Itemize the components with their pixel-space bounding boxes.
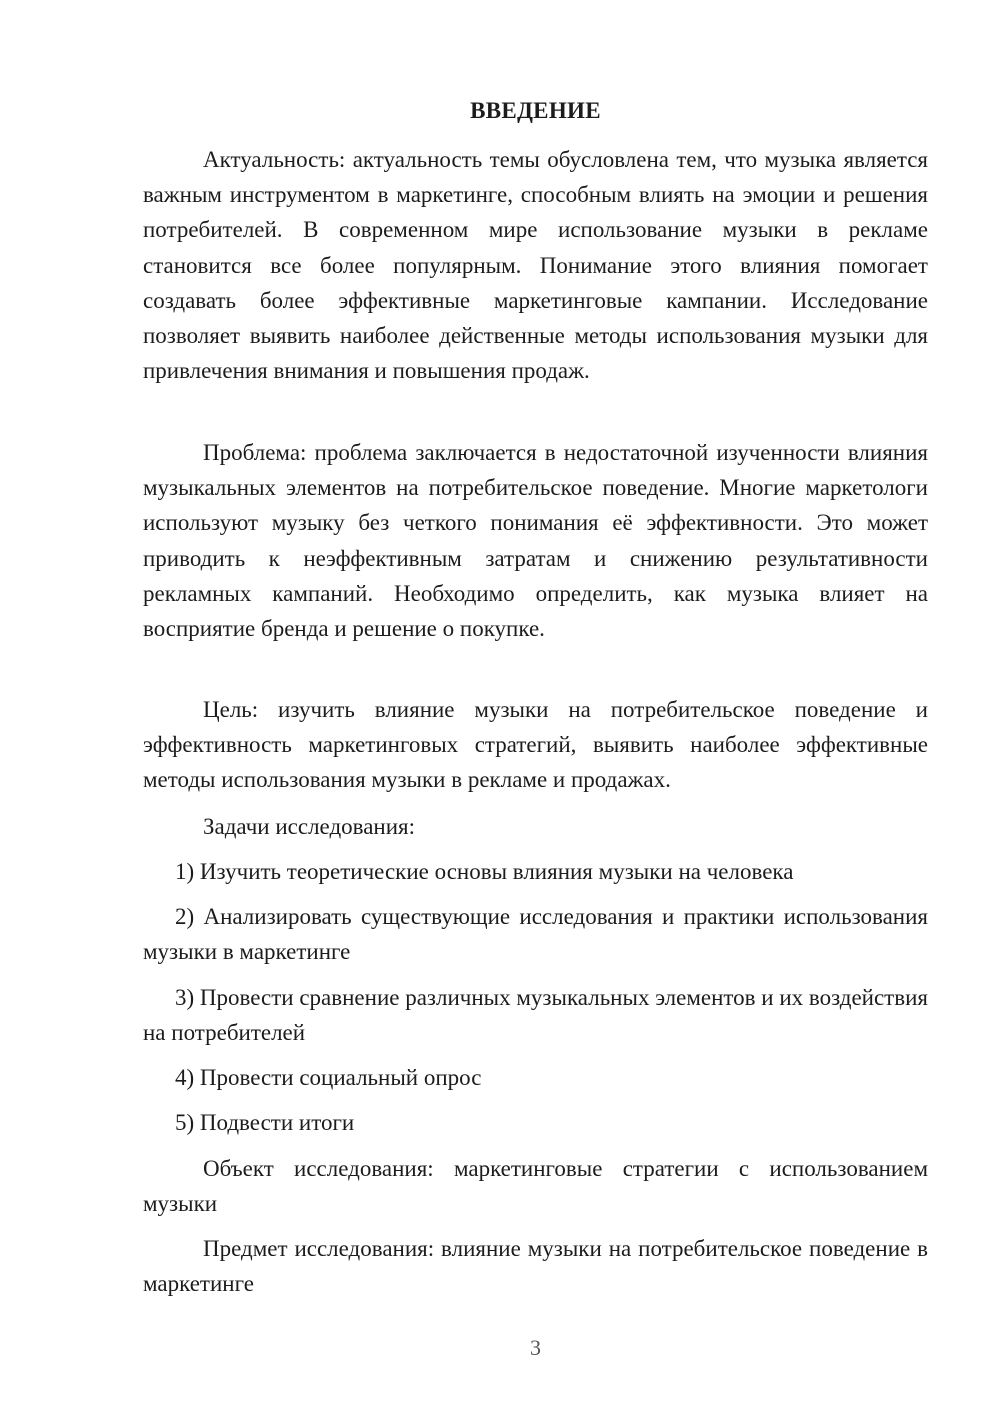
- page-number: 3: [530, 1335, 541, 1360]
- task-item-2: 2) Анализировать существующие исследования и практики использования музыки в маркетинге: [143, 904, 928, 965]
- page-title: ВВЕДЕНИЕ: [470, 98, 601, 123]
- paragraph-relevance: Актуальность: актуальность темы обусловлена тем, что музыка является важным инструментом в маркетинге, способным влиять на эмоции и решения потребителей. В современном мире использование музыки в рекламе становится все более популярным. Понимание этого влияния помогает создавать более эффективные маркетинговые кампании. Исследование позволяет выявить наиболее действенные методы использования музыки для привлечения внимания и повышения продаж.: [143, 147, 928, 384]
- paragraph-problem: Проблема: проблема заключается в недостаточной изученности влияния музыкальных элементов на потребительское поведение. Многие маркетологи используют музыку без четкого понимания её эффективности. Это может приводить к неэффективным затратам и снижению результативности рекламных кампаний. Необходимо определить, как музыка влияет на восприятие бренда и решение о покупке.: [143, 440, 928, 642]
- paragraph-goal: Цель: изучить влияние музыки на потребительское поведение и эффективность маркетинговых стратегий, выявить наиболее эффективные методы использования музыки в рекламе и продажах.: [143, 697, 928, 793]
- task-item-4: 4) Провести социальный опрос: [175, 1065, 482, 1090]
- paragraph-subject: Предмет исследования: влияние музыки на потребительское поведение в маркетинге: [143, 1236, 928, 1297]
- task-item-3: 3) Провести сравнение различных музыкальных элементов и их воздействия на потребителей: [143, 985, 928, 1046]
- task-item-5: 5) Подвести итоги: [175, 1110, 355, 1135]
- paragraph-object: Объект исследования: маркетинговые стратегии с использованием музыки: [143, 1156, 928, 1217]
- task-item-1: 1) Изучить теоретические основы влияния музыки на человека: [175, 859, 794, 884]
- paragraph-tasks-heading: Задачи исследования:: [203, 814, 416, 839]
